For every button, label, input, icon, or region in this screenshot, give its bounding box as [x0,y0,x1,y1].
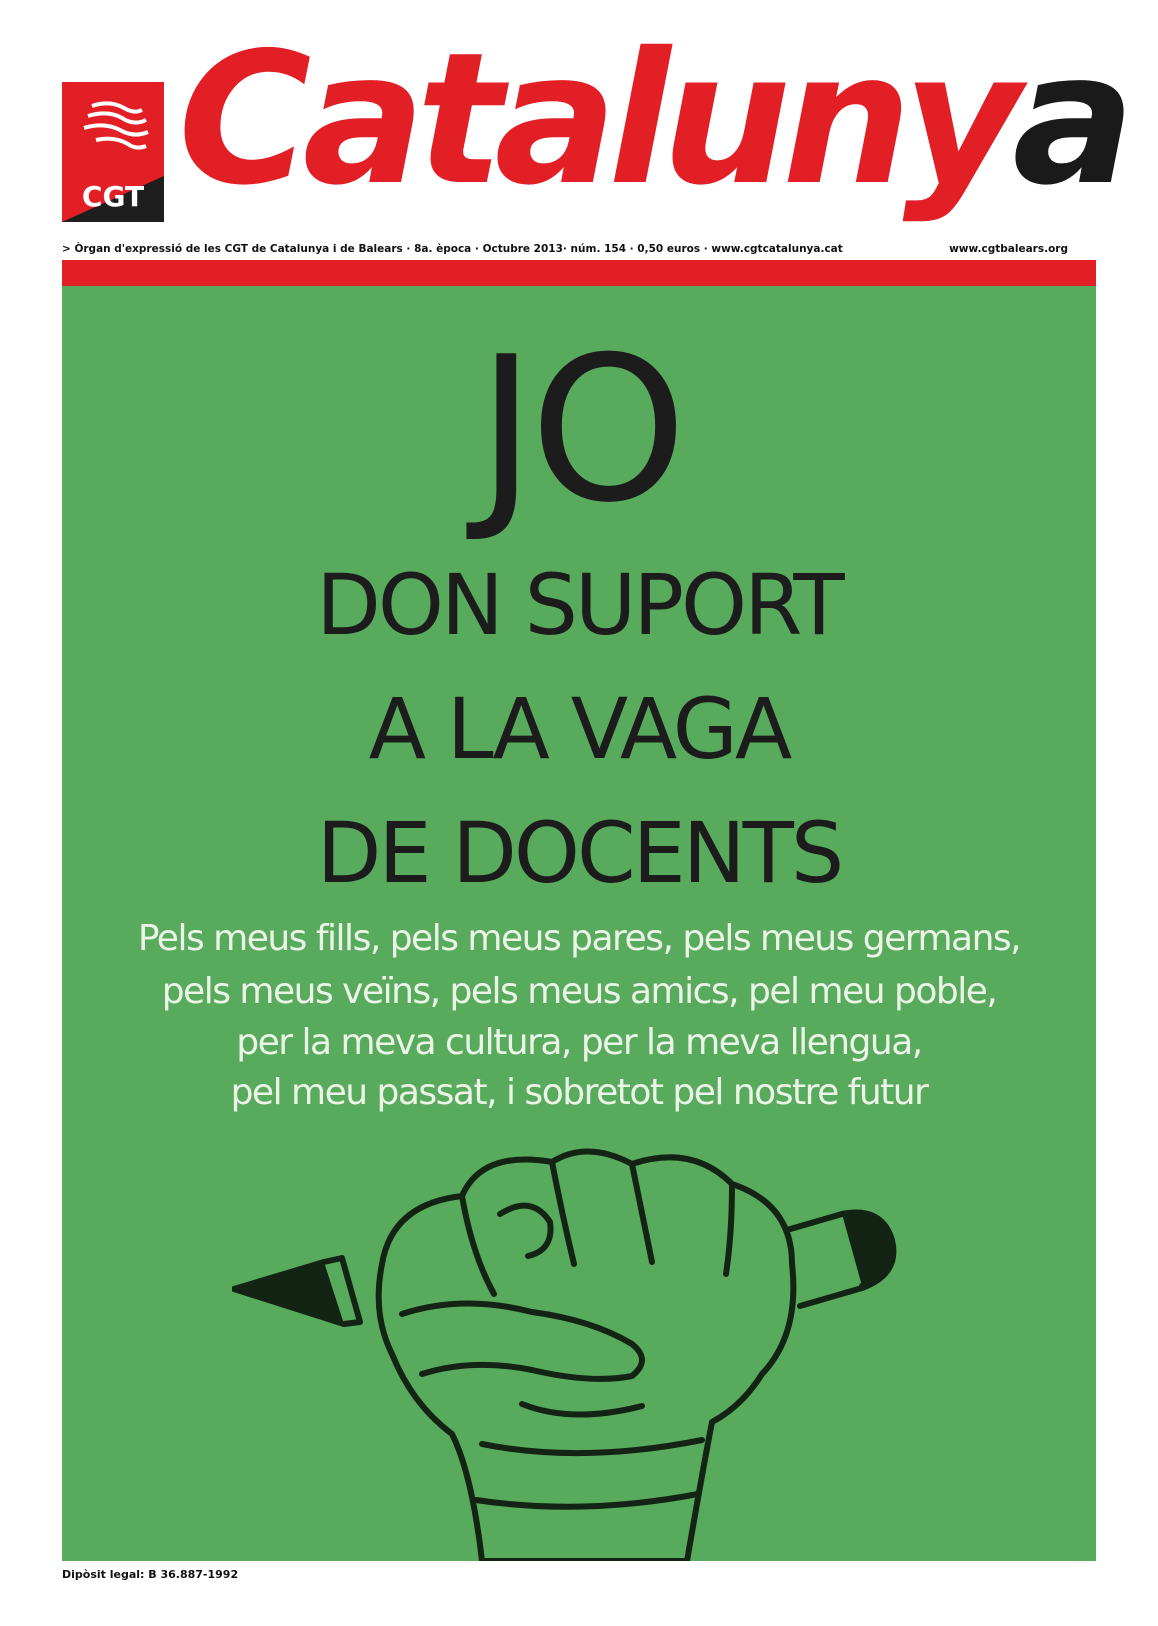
logo-text: CGT [81,180,145,213]
masthead-title [178,13,1127,225]
subtext-line-1: Pels meus fills, pels meus pares, pels meus germans, [137,918,1021,959]
fist-holding-pencil-icon [232,1144,952,1561]
issue-info: > Òrgan d'expressió de les CGT de Catalunya i de Balears · 8a. època · Octubre 2013· núm. 154 · 0,50 euros · www.cgtcatalunya.cat [62,243,843,255]
masthead-red-rule [62,260,1096,286]
cgt-hands-logo-icon [62,82,164,222]
cgt-logo [62,82,164,222]
cover-panel [62,286,1096,1561]
headline-line-3: DE DOCENTS [316,804,842,902]
masthead-title-main: Cataluny [178,13,1013,225]
website-balears: www.cgtbalears.org [949,243,1068,255]
headline-line-2: A LA VAGA [368,680,790,778]
headline-jo: JO [476,314,682,547]
headline-line-1: DON SUPORT [316,556,842,654]
subtext-line-2: pels meus veïns, pels meus amics, pel meu poble, [161,971,997,1012]
masthead-title-accent: a [1012,13,1127,225]
legal-deposit: Dipòsit legal: B 36.887-1992 [62,1568,239,1581]
subtext-line-4: pel meu passat, i sobretot pel nostre futur [230,1072,928,1113]
subtext-line-3: per la meva cultura, per la meva llengua, [236,1022,922,1063]
